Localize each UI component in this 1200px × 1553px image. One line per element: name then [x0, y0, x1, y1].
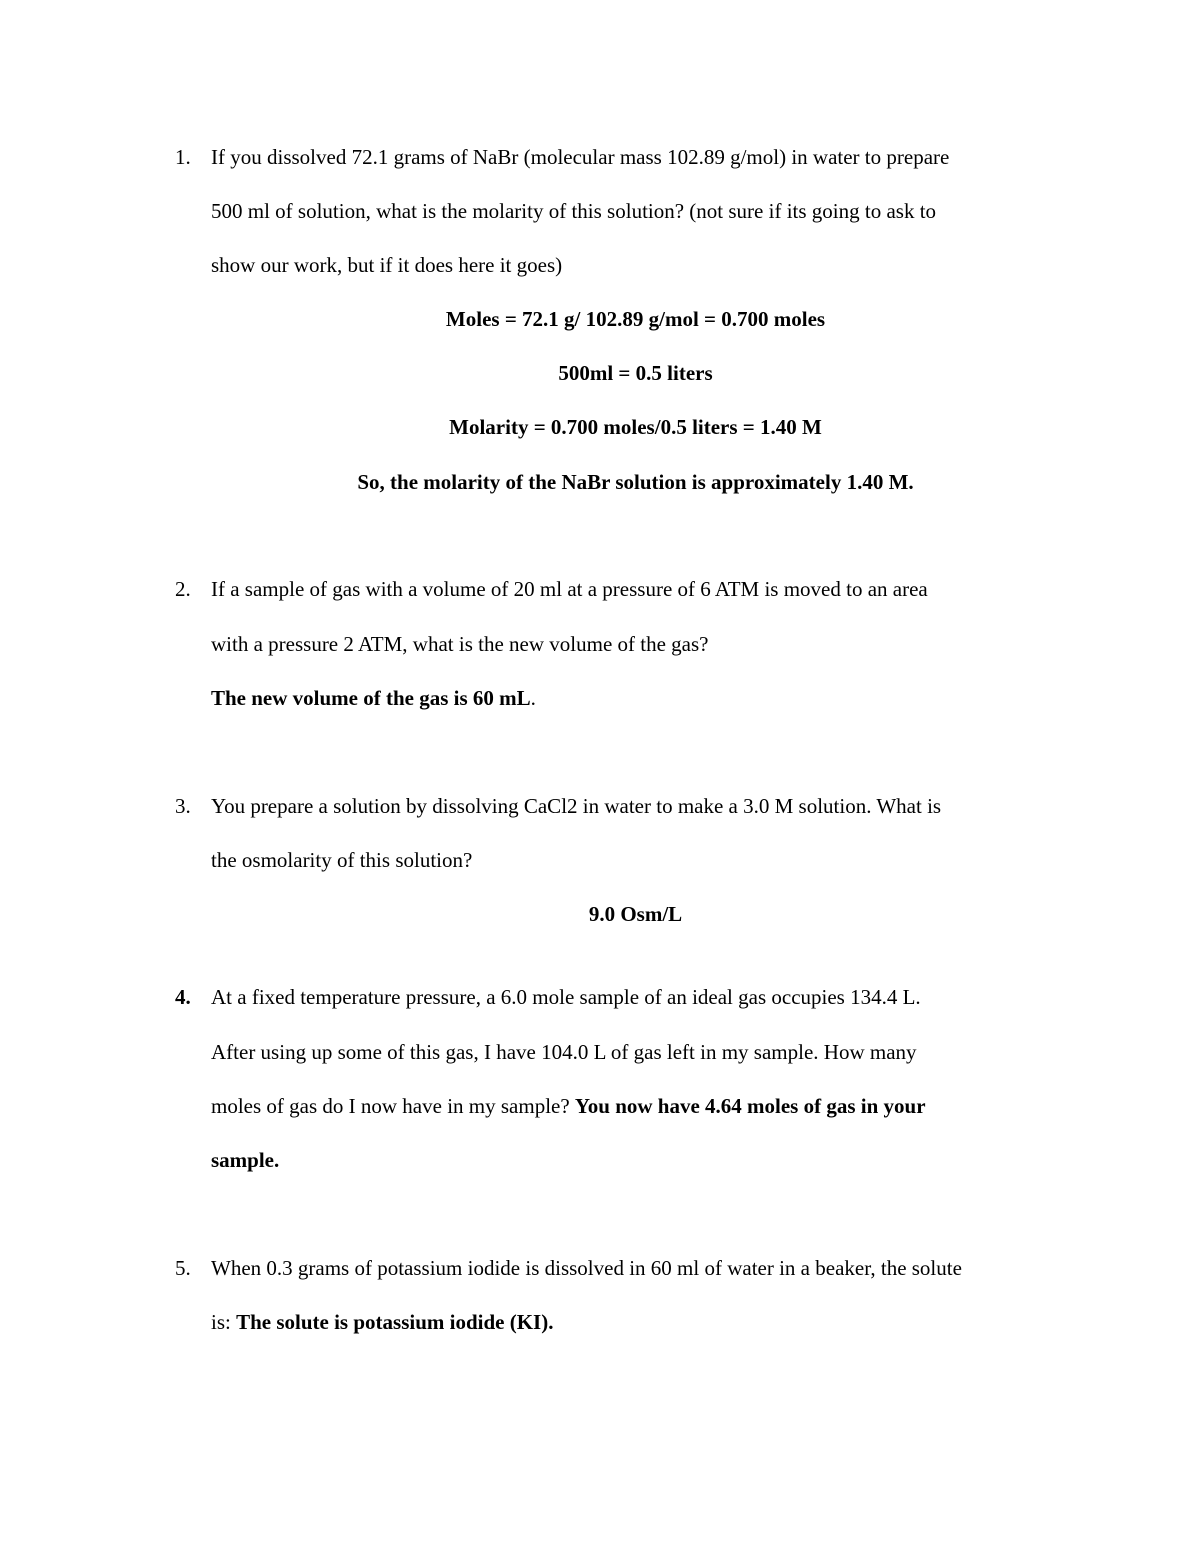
answer-text: So, the molarity of the NaBr solution is approximately 1.40 M.	[357, 470, 914, 494]
answer-period: .	[530, 686, 536, 710]
question-text-line: If you dissolved 72.1 grams of NaBr (molecular mass 102.89 g/mol) in water to prepare	[211, 145, 950, 169]
question-number: 2.	[175, 577, 191, 601]
question-text-line: At a fixed temperature pressure, a 6.0 mole sample of an ideal gas occupies 134.4 L.	[211, 985, 921, 1009]
answer-line	[211, 685, 536, 711]
question-text: moles of gas do I now have in my sample?	[211, 1094, 570, 1118]
question-number: 5.	[175, 1256, 191, 1280]
question-text-line: 500 ml of solution, what is the molarity of this solution? (not sure if its going to ask to	[211, 199, 937, 223]
question-number: 4.	[175, 985, 191, 1009]
answer-text: The new volume of the gas is 60 mL	[211, 686, 531, 710]
question-text-line: show our work, but if it does here it goes)	[211, 253, 563, 277]
answer-text: 9.0 Osm/L	[588, 902, 683, 926]
question-text-line: When 0.3 grams of potassium iodide is dissolved in 60 ml of water in a beaker, the solute	[211, 1256, 962, 1280]
question-number: 3.	[175, 794, 191, 818]
question-text: is:	[211, 1310, 231, 1334]
question-text-line: the osmolarity of this solution?	[211, 848, 473, 872]
work-line-molarity: Molarity = 0.700 moles/0.5 liters = 1.40 M	[449, 415, 822, 439]
question-number: 1.	[175, 145, 191, 169]
question-text-line: You prepare a solution by dissolving CaCl2 in water to make a 3.0 M solution. What is	[211, 794, 942, 818]
answer-text: The solute is potassium iodide (KI).	[236, 1310, 554, 1334]
work-line-volume: 500ml = 0.5 liters	[558, 361, 713, 385]
question-text-line	[211, 1093, 926, 1119]
work-line-moles: Moles = 72.1 g/ 102.89 g/mol = 0.700 moles	[445, 307, 826, 331]
answer-text: You now have 4.64 moles of gas in your	[574, 1094, 926, 1118]
question-text-line: If a sample of gas with a volume of 20 ml at a pressure of 6 ATM is moved to an area	[211, 577, 928, 601]
question-text-line	[211, 1309, 553, 1335]
question-text-line: with a pressure 2 ATM, what is the new volume of the gas?	[211, 632, 709, 656]
answer-text-continued: sample.	[211, 1148, 280, 1172]
question-text-line: After using up some of this gas, I have 104.0 L of gas left in my sample. How many	[211, 1040, 917, 1064]
